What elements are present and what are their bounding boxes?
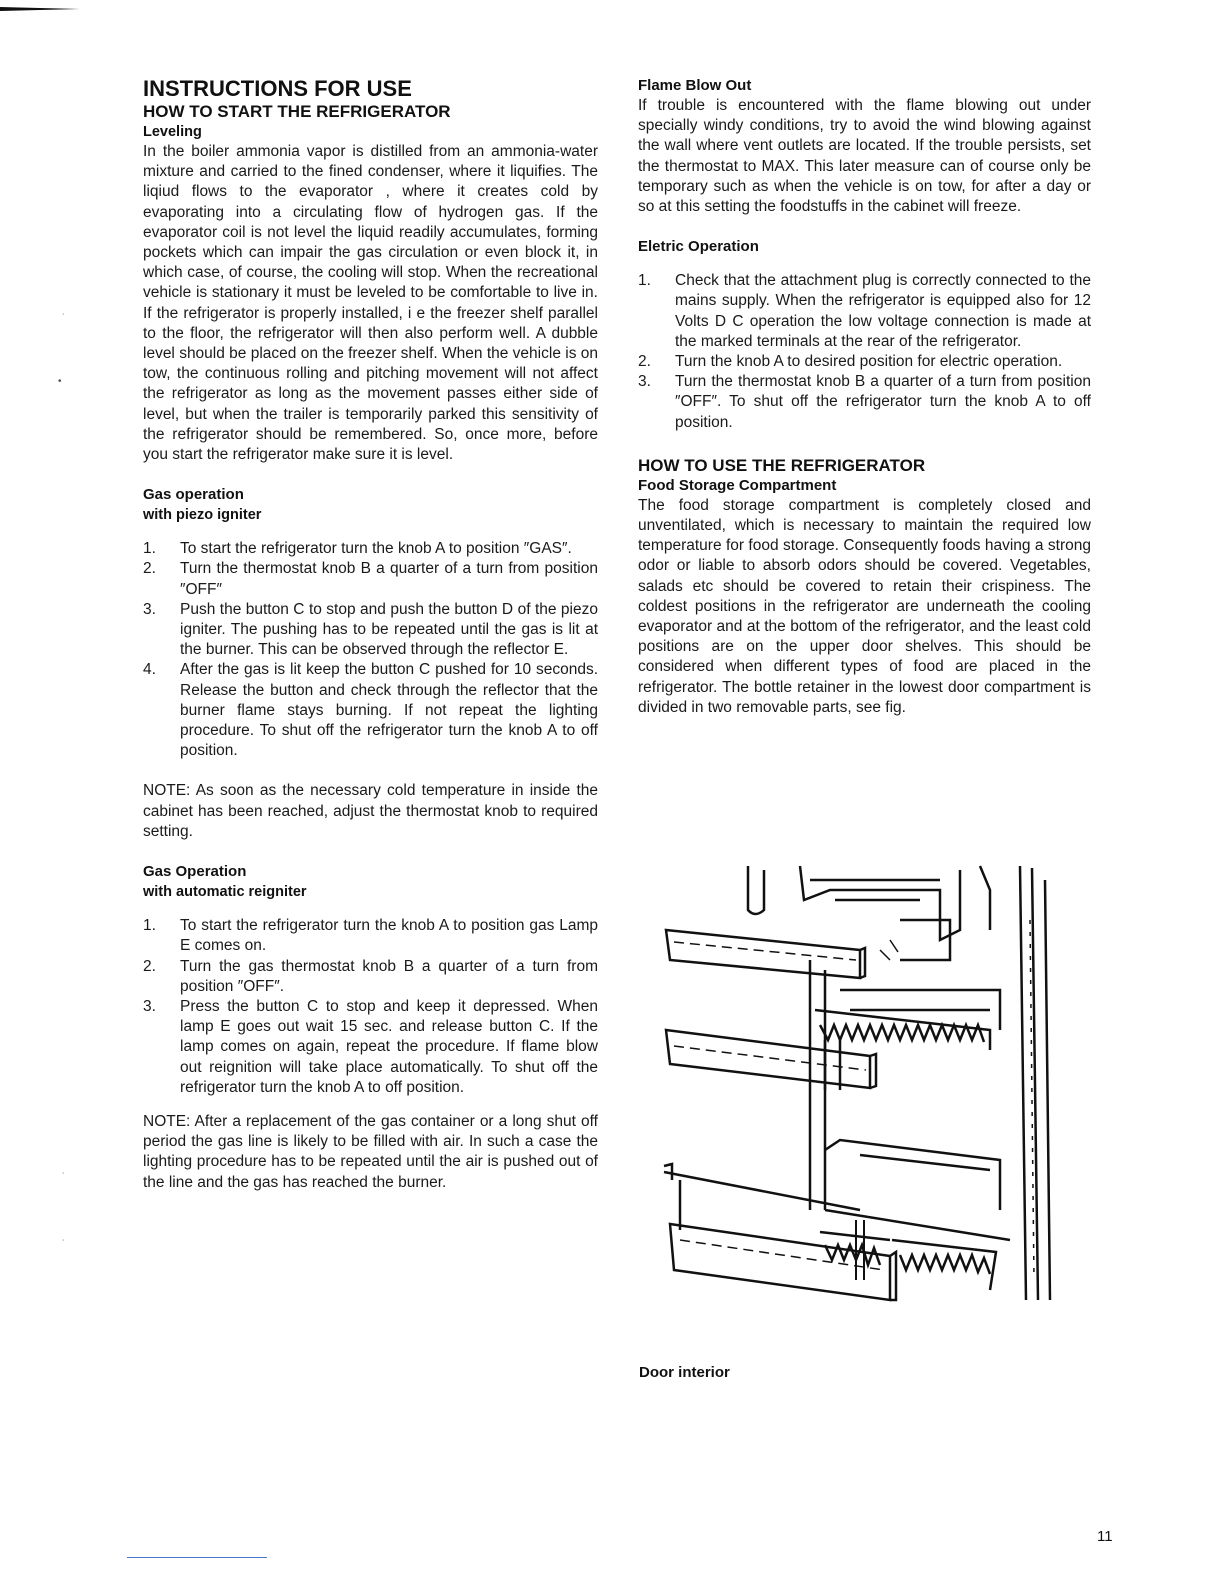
gas-auto-subheading: with automatic reigniter — [143, 884, 307, 901]
page-title: INSTRUCTIONS FOR USE — [143, 76, 412, 101]
list-item: 1. To start the refrigerator turn the knob A to position gas Lamp E comes on. — [143, 917, 598, 955]
how-to-use-heading: HOW TO USE THE REFRIGERATOR — [638, 455, 926, 475]
leveling-text: In the boiler ammonia vapor is distilled from an ammonia-water mixture and carried to the fined condenser, where it liquifies. The liqiud flows to the evaporator , where it creates cold by evaporating into a circulating flow of hydrogen gas. If the evaporator coil is not level the liquid readily accumulates, forming pockets which can impair the gas circulation or even block it, in which case, of course, the cooling will stop. When the recreational vehicle is stationary it must be leveled to be comfortable to live in. If the refrigerator is properly installed, i e the freezer shelf parallel to the floor, the refrigerator will then also perform well. A dubble level should be placed on the freezer shelf. When the vehicle is on tow, the continuous rolling and pitching movement will not affect the refrigerator as long as the movement passes either side of level, but when the trailer is temporarily parked this sensitivity of the refrigerator should be remembered. So, once more, before you start the refrigerator make sure it is level. — [143, 143, 598, 464]
right-column — [638, 76, 1091, 718]
list-item: 2. Turn the knob A to desired position for electric operation. — [638, 353, 1063, 371]
electric-steps — [638, 271, 1091, 433]
scan-dot: • — [58, 376, 62, 387]
electric-operation-heading: Eletric Operation — [638, 238, 759, 256]
list-item: 4. After the gas is lit keep the button C pushed for 10 seconds. Release the button and check through the reflector that the burner flame stays burning. If not repeat the lighting procedure. To shut off the refrigerator turn the knob A to off position. — [143, 661, 598, 760]
food-storage-text: The food storage compartment is completely closed and unventilated, which is necessary to maintain the required low temperature for food storage. Consequently foods having a strong odor or liable to absorb odors should be covered. Vegetables, salads etc should be covered to retain their crispiness. The coldest positions in the refrigerator are underneath the cooling evaporator and at the bottom of the refrigerator, and the least cold positions are on the upper door shelves. This should be considered when different types of food are placed in the refrigerator. The bottle retainer in the lowest door compartment is divided in two removable parts, see fig. — [638, 496, 1091, 716]
figure-caption: Door interior — [639, 1364, 730, 1381]
flame-blow-out-text: If trouble is encountered with the flame blowing out under specially windy conditions, try to avoid the wind blowing against the wall where vent outlets are located. If the trouble persists, set the thermostat to MAX. This later measure can of course only be temporary such as when the vehicle is on tow, for after a day or so at this setting the foodstuffs in the cabinet will freeze. — [638, 97, 1091, 216]
list-item: 3. Push the button C to stop and push the button D of the piezo igniter. The pushing has to be repeated until the gas is lit at the burner. This can be observed through the reflector E. — [143, 600, 598, 659]
gas-auto-heading: Gas Operation — [143, 863, 247, 881]
list-item: 2. Turn the gas thermostat knob B a quarter of a turn from position ″OFF″. — [143, 957, 598, 995]
food-storage-heading: Food Storage Compartment — [638, 476, 837, 494]
note-gas-line: NOTE: After a replacement of the gas container or a long shut off period the gas line is likely to be filled with air. In such a case the lighting procedure has to be repeated until the air is pushed out of the line and the gas has reached the burner. — [143, 1112, 598, 1191]
footer-rule — [127, 1557, 267, 1558]
scan-dot: ˙ — [62, 313, 66, 324]
gas-piezo-steps — [143, 539, 598, 761]
list-item: 1. Check that the attachment plug is correctly connected to the mains supply. When the refrigerator is equipped also for 12 Volts D C operation the low voltage connection is made at the marked terminals at the rear of the refrigerator. — [638, 272, 1091, 350]
left-column — [143, 76, 598, 1193]
list-item: 2. Turn the thermostat knob B a quarter of a turn from position ″OFF″ — [143, 560, 598, 598]
list-item: 3. Turn the thermostat knob B a quarter of a turn from position ″OFF″. To shut off the refrigerator turn the knob A to off position. — [638, 373, 1091, 431]
gas-auto-steps — [143, 916, 598, 1098]
leveling-heading: Leveling — [143, 124, 202, 140]
page-number: 11 — [1097, 1528, 1113, 1545]
scan-dot: ˙ — [62, 1172, 66, 1183]
scan-dot: ˙ — [62, 1239, 66, 1250]
list-item: 3. Press the button C to stop and keep it depressed. When lamp E goes out wait 15 sec. and release button C. If the lamp comes on again, repeat the procedure. If flame blow out reignition will take place automatically. To shut off the refrigerator turn the knob A to off position. — [143, 997, 598, 1096]
section-title-start: HOW TO START THE REFRIGERATOR — [143, 102, 451, 121]
flame-blow-out-heading: Flame Blow Out — [638, 77, 752, 94]
list-item: 1. To start the refrigerator turn the knob A to position ″GAS″. — [143, 540, 572, 558]
corner-scan-mark — [0, 0, 80, 8]
note-thermostat: NOTE: As soon as the necessary cold temperature in inside the cabinet has been reached, adjust the thermostat knob to required setting. — [143, 782, 598, 840]
gas-piezo-heading: Gas operation — [143, 486, 244, 504]
gas-piezo-subheading: with piezo igniter — [143, 507, 262, 524]
door-interior-figure — [660, 860, 1060, 1320]
